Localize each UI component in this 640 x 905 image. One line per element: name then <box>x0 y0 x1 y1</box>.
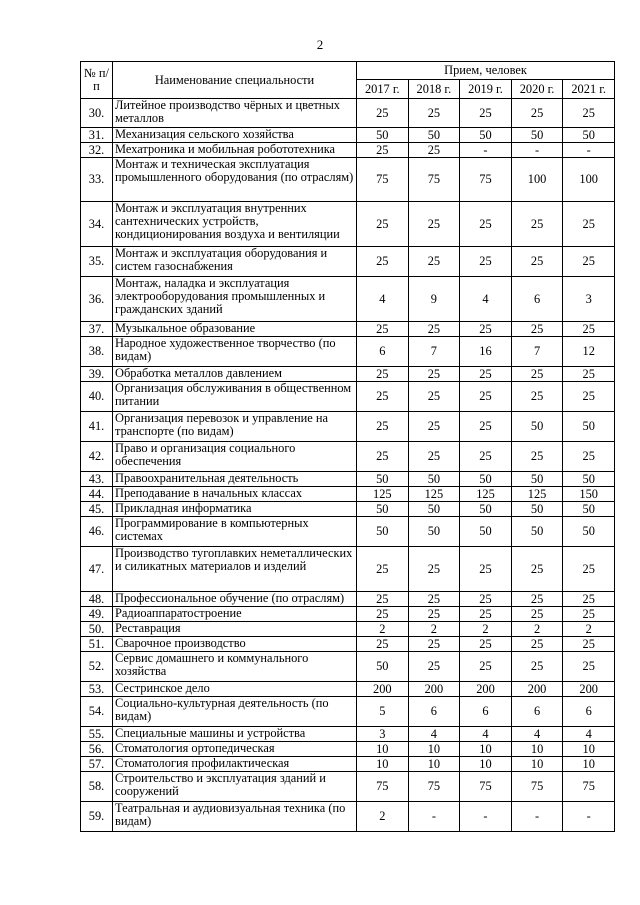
admission-value: 200 <box>511 682 563 697</box>
admission-value: 200 <box>563 682 615 697</box>
table-row <box>81 322 615 337</box>
admission-value: 25 <box>563 202 615 247</box>
admission-value: - <box>563 802 615 832</box>
admission-value: 25 <box>460 442 512 472</box>
admission-value: 25 <box>511 592 563 607</box>
admission-value: 2 <box>357 802 409 832</box>
admission-value: 50 <box>563 472 615 487</box>
admission-value: 25 <box>563 607 615 622</box>
admission-value: 25 <box>408 382 460 412</box>
row-number: 46. <box>81 517 113 547</box>
table-row <box>81 472 615 487</box>
header-year: 2018 г. <box>408 80 460 99</box>
admission-value: 25 <box>460 99 512 128</box>
admission-value: 50 <box>511 502 563 517</box>
admission-value: 25 <box>511 322 563 337</box>
specialty-name: Театральная и аудиовизуальная техника (по видам) <box>113 802 357 832</box>
admission-value: 50 <box>408 517 460 547</box>
admission-value: 75 <box>357 772 409 802</box>
admission-value: 25 <box>563 652 615 682</box>
specialty-name: Сервис домашнего и коммунального хозяйства <box>113 652 357 682</box>
table-row <box>81 337 615 367</box>
admission-value: 75 <box>563 772 615 802</box>
admission-value: 125 <box>408 487 460 502</box>
admission-value: 25 <box>563 547 615 592</box>
specialties-table <box>80 61 615 832</box>
row-number: 45. <box>81 502 113 517</box>
admission-value: - <box>563 143 615 158</box>
admission-value: 25 <box>460 202 512 247</box>
admission-value: 50 <box>563 128 615 143</box>
admission-value: 50 <box>408 128 460 143</box>
admission-value: 10 <box>357 742 409 757</box>
admission-value: 25 <box>357 412 409 442</box>
specialty-name: Профессиональное обучение (по отраслям) <box>113 592 357 607</box>
table-row <box>81 757 615 772</box>
admission-value: 150 <box>563 487 615 502</box>
admission-value: 25 <box>408 367 460 382</box>
specialty-name: Монтаж и эксплуатация внутренних сантехнических устройств, кондиционирования воздуха и вентиляции <box>113 202 357 247</box>
admission-value: 25 <box>357 592 409 607</box>
specialty-name: Монтаж и эксплуатация оборудования и систем газоснабжения <box>113 247 357 277</box>
row-number: 57. <box>81 757 113 772</box>
admission-value: 25 <box>408 143 460 158</box>
admission-value: 25 <box>357 637 409 652</box>
admission-value: 50 <box>563 412 615 442</box>
admission-value: 25 <box>511 99 563 128</box>
specialty-name: Производство тугоплавких неметаллических и силикатных материалов и изделий <box>113 547 357 592</box>
admission-value: 25 <box>563 322 615 337</box>
table-row <box>81 772 615 802</box>
admission-value: 3 <box>563 277 615 322</box>
admission-value: 25 <box>408 652 460 682</box>
row-number: 42. <box>81 442 113 472</box>
admission-value: 125 <box>460 487 512 502</box>
specialty-name: Социально-культурная деятельность (по видам) <box>113 697 357 727</box>
admission-value: 9 <box>408 277 460 322</box>
table-row <box>81 128 615 143</box>
specialty-name: Право и организация социального обеспечения <box>113 442 357 472</box>
admission-value: 6 <box>460 697 512 727</box>
admission-value: 50 <box>563 517 615 547</box>
admission-value: 4 <box>511 727 563 742</box>
admission-value: 25 <box>357 607 409 622</box>
admission-value: 6 <box>511 697 563 727</box>
admission-value: 25 <box>357 547 409 592</box>
admission-value: 75 <box>511 772 563 802</box>
row-number: 54. <box>81 697 113 727</box>
specialty-name: Стоматология ортопедическая <box>113 742 357 757</box>
specialty-name: Стоматология профилактическая <box>113 757 357 772</box>
admission-value: 25 <box>357 202 409 247</box>
specialty-name: Прикладная информатика <box>113 502 357 517</box>
specialty-name: Специальные машины и устройства <box>113 727 357 742</box>
header-admission: Прием, человек <box>357 62 615 80</box>
admission-value: 4 <box>357 277 409 322</box>
row-number: 36. <box>81 277 113 322</box>
admission-value: - <box>460 143 512 158</box>
row-number: 43. <box>81 472 113 487</box>
admission-value: 25 <box>511 442 563 472</box>
admission-value: 10 <box>563 742 615 757</box>
row-number: 59. <box>81 802 113 832</box>
row-number: 40. <box>81 382 113 412</box>
table-row <box>81 158 615 202</box>
admission-value: 2 <box>460 622 512 637</box>
row-number: 47. <box>81 547 113 592</box>
table-row <box>81 802 615 832</box>
admission-value: 200 <box>408 682 460 697</box>
table-row <box>81 202 615 247</box>
row-number: 37. <box>81 322 113 337</box>
admission-value: 25 <box>357 99 409 128</box>
admission-value: 25 <box>563 592 615 607</box>
admission-value: 25 <box>511 202 563 247</box>
admission-value: 25 <box>408 637 460 652</box>
admission-value: 25 <box>460 412 512 442</box>
table-row <box>81 412 615 442</box>
table-row <box>81 622 615 637</box>
admission-value: 25 <box>408 322 460 337</box>
specialty-name: Музыкальное образование <box>113 322 357 337</box>
page-number: 2 <box>316 37 324 52</box>
admission-value: 25 <box>408 607 460 622</box>
admission-value: 25 <box>511 367 563 382</box>
admission-value: 100 <box>511 158 563 202</box>
admission-value: 50 <box>357 128 409 143</box>
row-number: 31. <box>81 128 113 143</box>
row-number: 49. <box>81 607 113 622</box>
specialty-name: Преподавание в начальных классах <box>113 487 357 502</box>
admission-value: 50 <box>357 502 409 517</box>
admission-value: 4 <box>460 727 512 742</box>
admission-value: - <box>511 143 563 158</box>
admission-value: 25 <box>460 247 512 277</box>
admission-value: 25 <box>563 637 615 652</box>
admission-value: 25 <box>357 367 409 382</box>
admission-value: 25 <box>357 322 409 337</box>
table-row <box>81 682 615 697</box>
admission-value: 25 <box>408 99 460 128</box>
admission-value: 25 <box>460 652 512 682</box>
row-number: 35. <box>81 247 113 277</box>
admission-value: 50 <box>408 472 460 487</box>
admission-value: 50 <box>511 472 563 487</box>
table-row <box>81 742 615 757</box>
admission-value: 50 <box>460 517 512 547</box>
admission-value: 25 <box>408 547 460 592</box>
table-row <box>81 487 615 502</box>
admission-value: 25 <box>460 607 512 622</box>
admission-value: 50 <box>460 128 512 143</box>
admission-value: 25 <box>357 247 409 277</box>
admission-value: 50 <box>563 502 615 517</box>
admission-value: 4 <box>563 727 615 742</box>
admission-value: 75 <box>357 158 409 202</box>
row-number: 53. <box>81 682 113 697</box>
admission-value: 10 <box>563 757 615 772</box>
admission-value: 2 <box>357 622 409 637</box>
row-number: 55. <box>81 727 113 742</box>
specialty-name: Правоохранительная деятельность <box>113 472 357 487</box>
specialty-name: Реставрация <box>113 622 357 637</box>
admission-value: 50 <box>511 517 563 547</box>
row-number: 34. <box>81 202 113 247</box>
admission-value: 25 <box>460 592 512 607</box>
specialty-name: Литейное производство чёрных и цветных металлов <box>113 99 357 128</box>
table-row <box>81 652 615 682</box>
admission-value: 25 <box>460 382 512 412</box>
table-row <box>81 247 615 277</box>
admission-value: 25 <box>408 202 460 247</box>
admission-value: 10 <box>460 757 512 772</box>
admission-value: 75 <box>408 772 460 802</box>
admission-value: 10 <box>357 757 409 772</box>
table-row <box>81 382 615 412</box>
specialty-name: Радиоаппаратостроение <box>113 607 357 622</box>
admission-value: 2 <box>511 622 563 637</box>
table-row <box>81 592 615 607</box>
row-number: 30. <box>81 99 113 128</box>
admission-value: 50 <box>357 472 409 487</box>
admission-value: 5 <box>357 697 409 727</box>
admission-value: 50 <box>408 502 460 517</box>
admission-value: 3 <box>357 727 409 742</box>
admission-value: 16 <box>460 337 512 367</box>
admission-value: 25 <box>357 143 409 158</box>
admission-value: 100 <box>563 158 615 202</box>
admission-value: 25 <box>563 382 615 412</box>
admission-value: 25 <box>511 382 563 412</box>
header-year: 2019 г. <box>460 80 512 99</box>
admission-value: - <box>408 802 460 832</box>
admission-value: 25 <box>408 247 460 277</box>
admission-value: 75 <box>408 158 460 202</box>
admission-value: 25 <box>511 547 563 592</box>
admission-value: 25 <box>511 652 563 682</box>
row-number: 56. <box>81 742 113 757</box>
admission-value: 25 <box>460 322 512 337</box>
header-num: № п/п <box>81 62 113 99</box>
admission-value: 25 <box>563 442 615 472</box>
admission-value: 25 <box>563 247 615 277</box>
admission-value: 2 <box>408 622 460 637</box>
admission-value: 125 <box>511 487 563 502</box>
admission-value: 200 <box>460 682 512 697</box>
row-number: 48. <box>81 592 113 607</box>
table-row <box>81 697 615 727</box>
table-row <box>81 547 615 592</box>
header-name: Наименование специальности <box>113 62 357 99</box>
admission-value: 10 <box>511 757 563 772</box>
admission-value: 50 <box>460 472 512 487</box>
admission-value: 25 <box>563 99 615 128</box>
admission-value: 125 <box>357 487 409 502</box>
admission-value: 10 <box>408 757 460 772</box>
row-number: 52. <box>81 652 113 682</box>
admission-value: 4 <box>460 277 512 322</box>
row-number: 51. <box>81 637 113 652</box>
admission-value: 25 <box>357 382 409 412</box>
header-year: 2017 г. <box>357 80 409 99</box>
row-number: 33. <box>81 158 113 202</box>
admission-value: 25 <box>511 637 563 652</box>
admission-value: 50 <box>511 128 563 143</box>
specialty-name: Строительство и эксплуатация зданий и сооружений <box>113 772 357 802</box>
table-row <box>81 442 615 472</box>
admission-value: 12 <box>563 337 615 367</box>
admission-value: 25 <box>460 637 512 652</box>
specialty-name: Обработка металлов давлением <box>113 367 357 382</box>
admission-value: 50 <box>460 502 512 517</box>
admission-value: 50 <box>511 412 563 442</box>
admission-value: 7 <box>408 337 460 367</box>
row-number: 50. <box>81 622 113 637</box>
admission-value: 25 <box>460 367 512 382</box>
specialty-name: Организация перевозок и управление на транспорте (по видам) <box>113 412 357 442</box>
table-row <box>81 367 615 382</box>
admission-value: 25 <box>460 547 512 592</box>
table-row <box>81 637 615 652</box>
admission-value: 2 <box>563 622 615 637</box>
row-number: 39. <box>81 367 113 382</box>
table-row <box>81 143 615 158</box>
admission-value: 200 <box>357 682 409 697</box>
admission-value: - <box>460 802 512 832</box>
admission-value: 4 <box>408 727 460 742</box>
table-row <box>81 607 615 622</box>
admission-value: 25 <box>511 247 563 277</box>
admission-value: 25 <box>511 607 563 622</box>
table-row <box>81 727 615 742</box>
specialty-name: Монтаж, наладка и эксплуатация электрооборудования промышленных и гражданских зданий <box>113 277 357 322</box>
admission-value: 6 <box>408 697 460 727</box>
admission-value: 10 <box>408 742 460 757</box>
admission-value: 25 <box>408 442 460 472</box>
specialty-name: Монтаж и техническая эксплуатация промышленного оборудования (по отраслям) <box>113 158 357 202</box>
admission-value: 50 <box>357 652 409 682</box>
table-row <box>81 99 615 128</box>
admission-value: 75 <box>460 158 512 202</box>
admission-value: 6 <box>357 337 409 367</box>
table-row <box>81 517 615 547</box>
admission-value: 25 <box>408 412 460 442</box>
table-row <box>81 277 615 322</box>
specialty-name: Народное художественное творчество (по видам) <box>113 337 357 367</box>
specialty-name: Механизация сельского хозяйства <box>113 128 357 143</box>
specialty-name: Сварочное производство <box>113 637 357 652</box>
table-body <box>81 99 615 832</box>
specialty-name: Сестринское дело <box>113 682 357 697</box>
row-number: 38. <box>81 337 113 367</box>
header-year: 2021 г. <box>563 80 615 99</box>
admission-value: 25 <box>408 592 460 607</box>
admission-value: 6 <box>511 277 563 322</box>
admission-value: 50 <box>357 517 409 547</box>
row-number: 58. <box>81 772 113 802</box>
row-number: 41. <box>81 412 113 442</box>
specialty-name: Мехатроника и мобильная робототехника <box>113 143 357 158</box>
specialty-name: Программирование в компьютерных системах <box>113 517 357 547</box>
admission-value: 6 <box>563 697 615 727</box>
header-year: 2020 г. <box>511 80 563 99</box>
specialty-name: Организация обслуживания в общественном питании <box>113 382 357 412</box>
admission-value: 10 <box>460 742 512 757</box>
admission-value: 10 <box>511 742 563 757</box>
admission-value: 7 <box>511 337 563 367</box>
admission-value: 25 <box>357 442 409 472</box>
row-number: 44. <box>81 487 113 502</box>
admission-value: 25 <box>563 367 615 382</box>
admission-value: - <box>511 802 563 832</box>
row-number: 32. <box>81 143 113 158</box>
table-row <box>81 502 615 517</box>
admission-value: 75 <box>460 772 512 802</box>
